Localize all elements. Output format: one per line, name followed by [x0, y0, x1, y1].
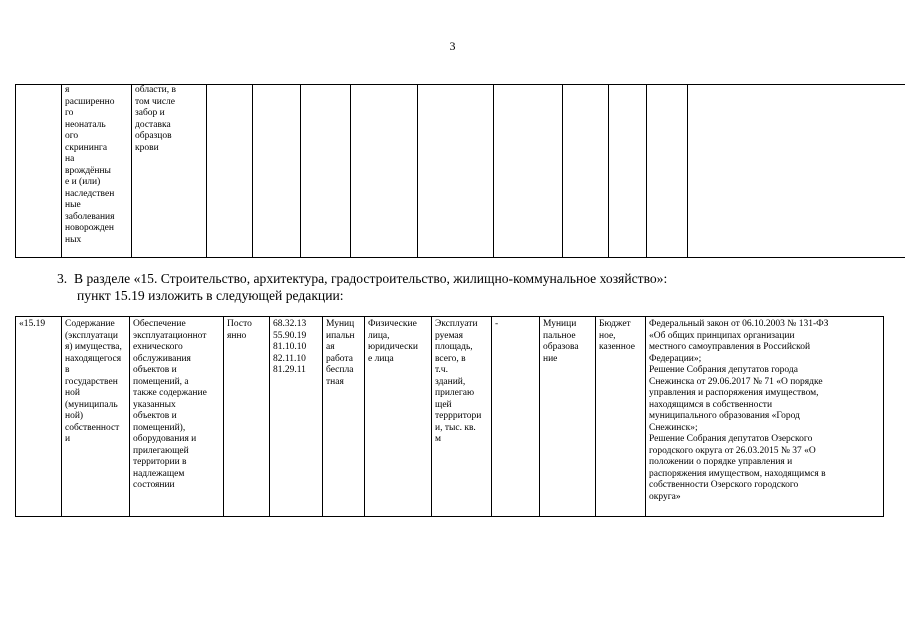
table-cell [494, 85, 563, 258]
instruction-line-2: пункт 15.19 изложить в следующей редакции: [77, 288, 344, 303]
instruction-number: 3. [57, 271, 68, 286]
table-cell-institution-type: Бюджет ное, казенное [596, 317, 646, 517]
table-cell-okved-codes: 68.32.13 55.90.19 81.10.10 82.11.10 81.29.11 [270, 317, 323, 517]
table-cell-service-content: области, в том числе забор и доставка образцов крови [132, 85, 207, 258]
table-cell [301, 85, 351, 258]
continued-table [15, 84, 905, 258]
table-cell-volume-indicator: Эксплуати руемая площадь, всего, в т.ч. зданий, прилегаю щей террритори и, тыс. кв. м [432, 317, 492, 517]
instruction-line-1 [57, 271, 667, 287]
table-cell [609, 85, 647, 258]
page-number: 3 [449, 39, 456, 53]
table-cell [16, 85, 62, 258]
table-cell-item-number: «15.19 [16, 317, 62, 517]
table-cell-provider: Муници пальное образова ние [540, 317, 596, 517]
table-cell-service-content: Обеспечение эксплуатационнот ехнического обслуживания объектов и помещений, а также содержание указанных объектов и помещений), оборудования и прилегающей территории в надлежащем состоянии [130, 317, 224, 517]
table-cell-legal-basis: Федеральный закон от 06.10.2003 № 131-ФЗ «Об общих принципах организации местного самоуправления в Российской Федерации»; Решение Собрания депутатов города Снежинска от 29.06.2017 № 71 «О порядке управления и распоряжения имуществом, находящимся в собственности муниципального образования «Город Снежинск»; Решение Собрания депутатов Озерского городского округа от 26.03.2015 № 37 «О положении о порядке управления и распоряжения имуществом, находящимся в собственности Озерского городского округа» [646, 317, 884, 517]
table-row [16, 317, 884, 517]
table-cell-consumer-category: Физические лица, юридически е лица [365, 317, 432, 517]
table-cell [418, 85, 494, 258]
table-cell [253, 85, 301, 258]
table-cell-service-name: я расширенно го неонаталь ого скрининга на врождённы е и (или) наследствен ные заболевания новорожден ных [62, 85, 132, 258]
table-cell [351, 85, 418, 258]
table-cell-service-name: Содержание (эксплуатаци я) имущества, находящегося в государствен ной (муниципаль ной) собственност и [62, 317, 130, 517]
table-cell [688, 85, 905, 258]
table-cell [207, 85, 253, 258]
table-cell [563, 85, 609, 258]
instruction-text: В разделе «15. Строительство, архитектура, градостроительство, жилищно-коммунальное хозяйство»: [74, 271, 668, 286]
table-cell-fee: - [492, 317, 540, 517]
table-cell [647, 85, 688, 258]
table-cell-periodicity: Посто янно [224, 317, 270, 517]
item-15-19-table [15, 316, 884, 517]
table-cell-work-type: Муниц ипальн ая работа беспла тная [323, 317, 365, 517]
